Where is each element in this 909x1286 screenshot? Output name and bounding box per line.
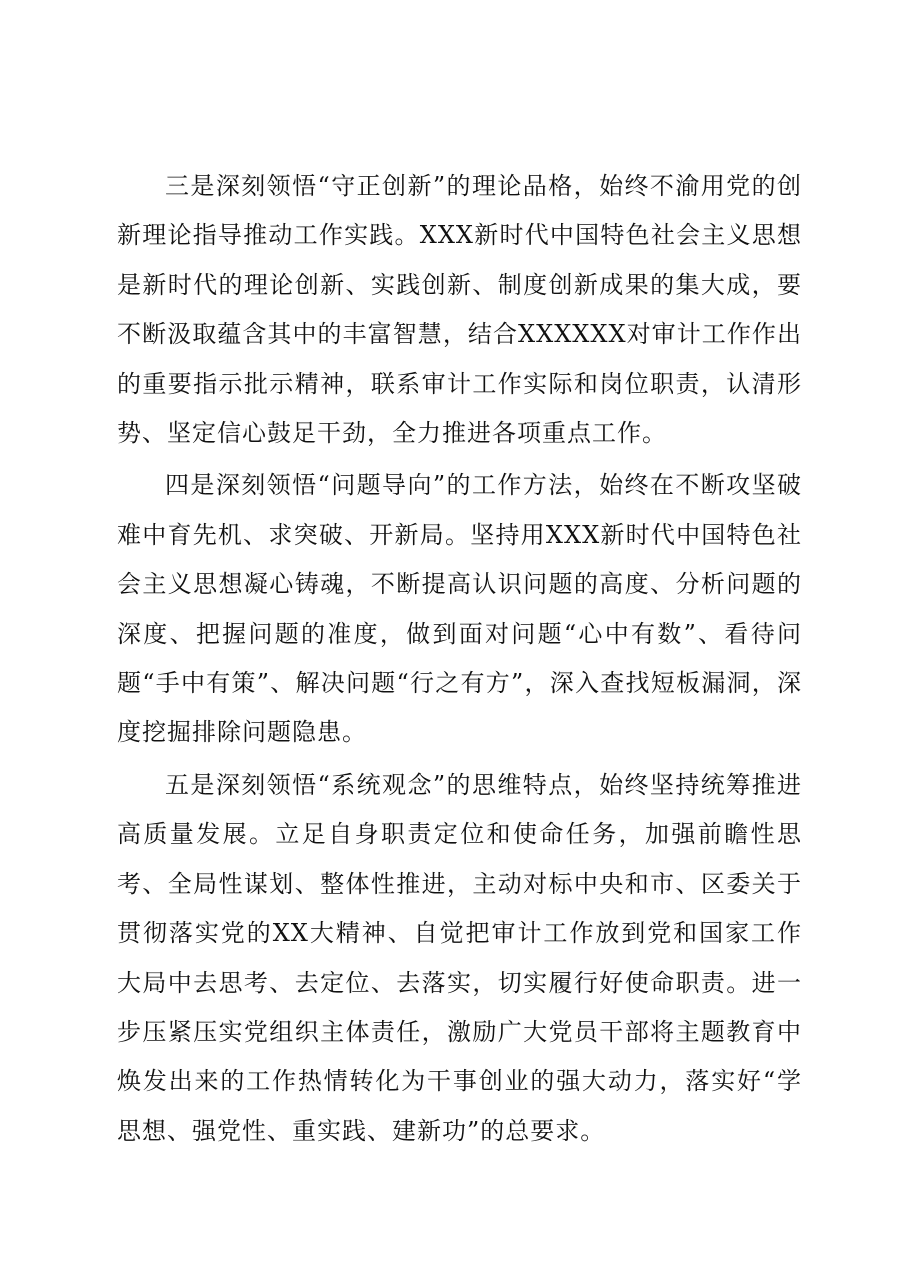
- document-body: [117, 162, 802, 1159]
- paragraph-4: 四是深刻领悟“问题导向”的工作方法，始终在不断攻坚破难中育先机、求突破、开新局。坚持用XXX新时代中国特色社会主义思想凝心铸魂，不断提高认识问题的高度、分析问题的深度、把握问题的准度，做到面对问题“心中有数”、看待问题“手中有策”、解决问题“行之有方”，深入查找短板漏洞，深度挖掘排除问题隐患。: [117, 471, 802, 747]
- paragraph-5: 五是深刻领悟“系统观念”的思维特点，始终坚持统筹推进高质量发展。立足自身职责定位和使命任务，加强前瞻性思考、全局性谋划、整体性推进，主动对标中央和市、区委关于贯彻落实党的XX大精神、自觉把审计工作放到党和国家工作大局中去思考、去定位、去落实，切实履行好使命职责。进一步压紧压实党组织主体责任，激励广大党员干部将主题教育中焕发出来的工作热情转化为干事创业的强大动力，落实好“学思想、强党性、重实践、建新功”的总要求。: [117, 770, 802, 1145]
- paragraph-3: 三是深刻领悟“守正创新”的理论品格，始终不渝用党的创新理论指导推动工作实践。XXX新时代中国特色社会主义思想是新时代的理论创新、实践创新、制度创新成果的集大成，要不断汲取蕴含其中的丰富智慧，结合XXXXXX对审计工作作出的重要指示批示精神，联系审计工作实际和岗位职责，认清形势、坚定信心鼓足干劲，全力推进各项重点工作。: [117, 172, 802, 448]
